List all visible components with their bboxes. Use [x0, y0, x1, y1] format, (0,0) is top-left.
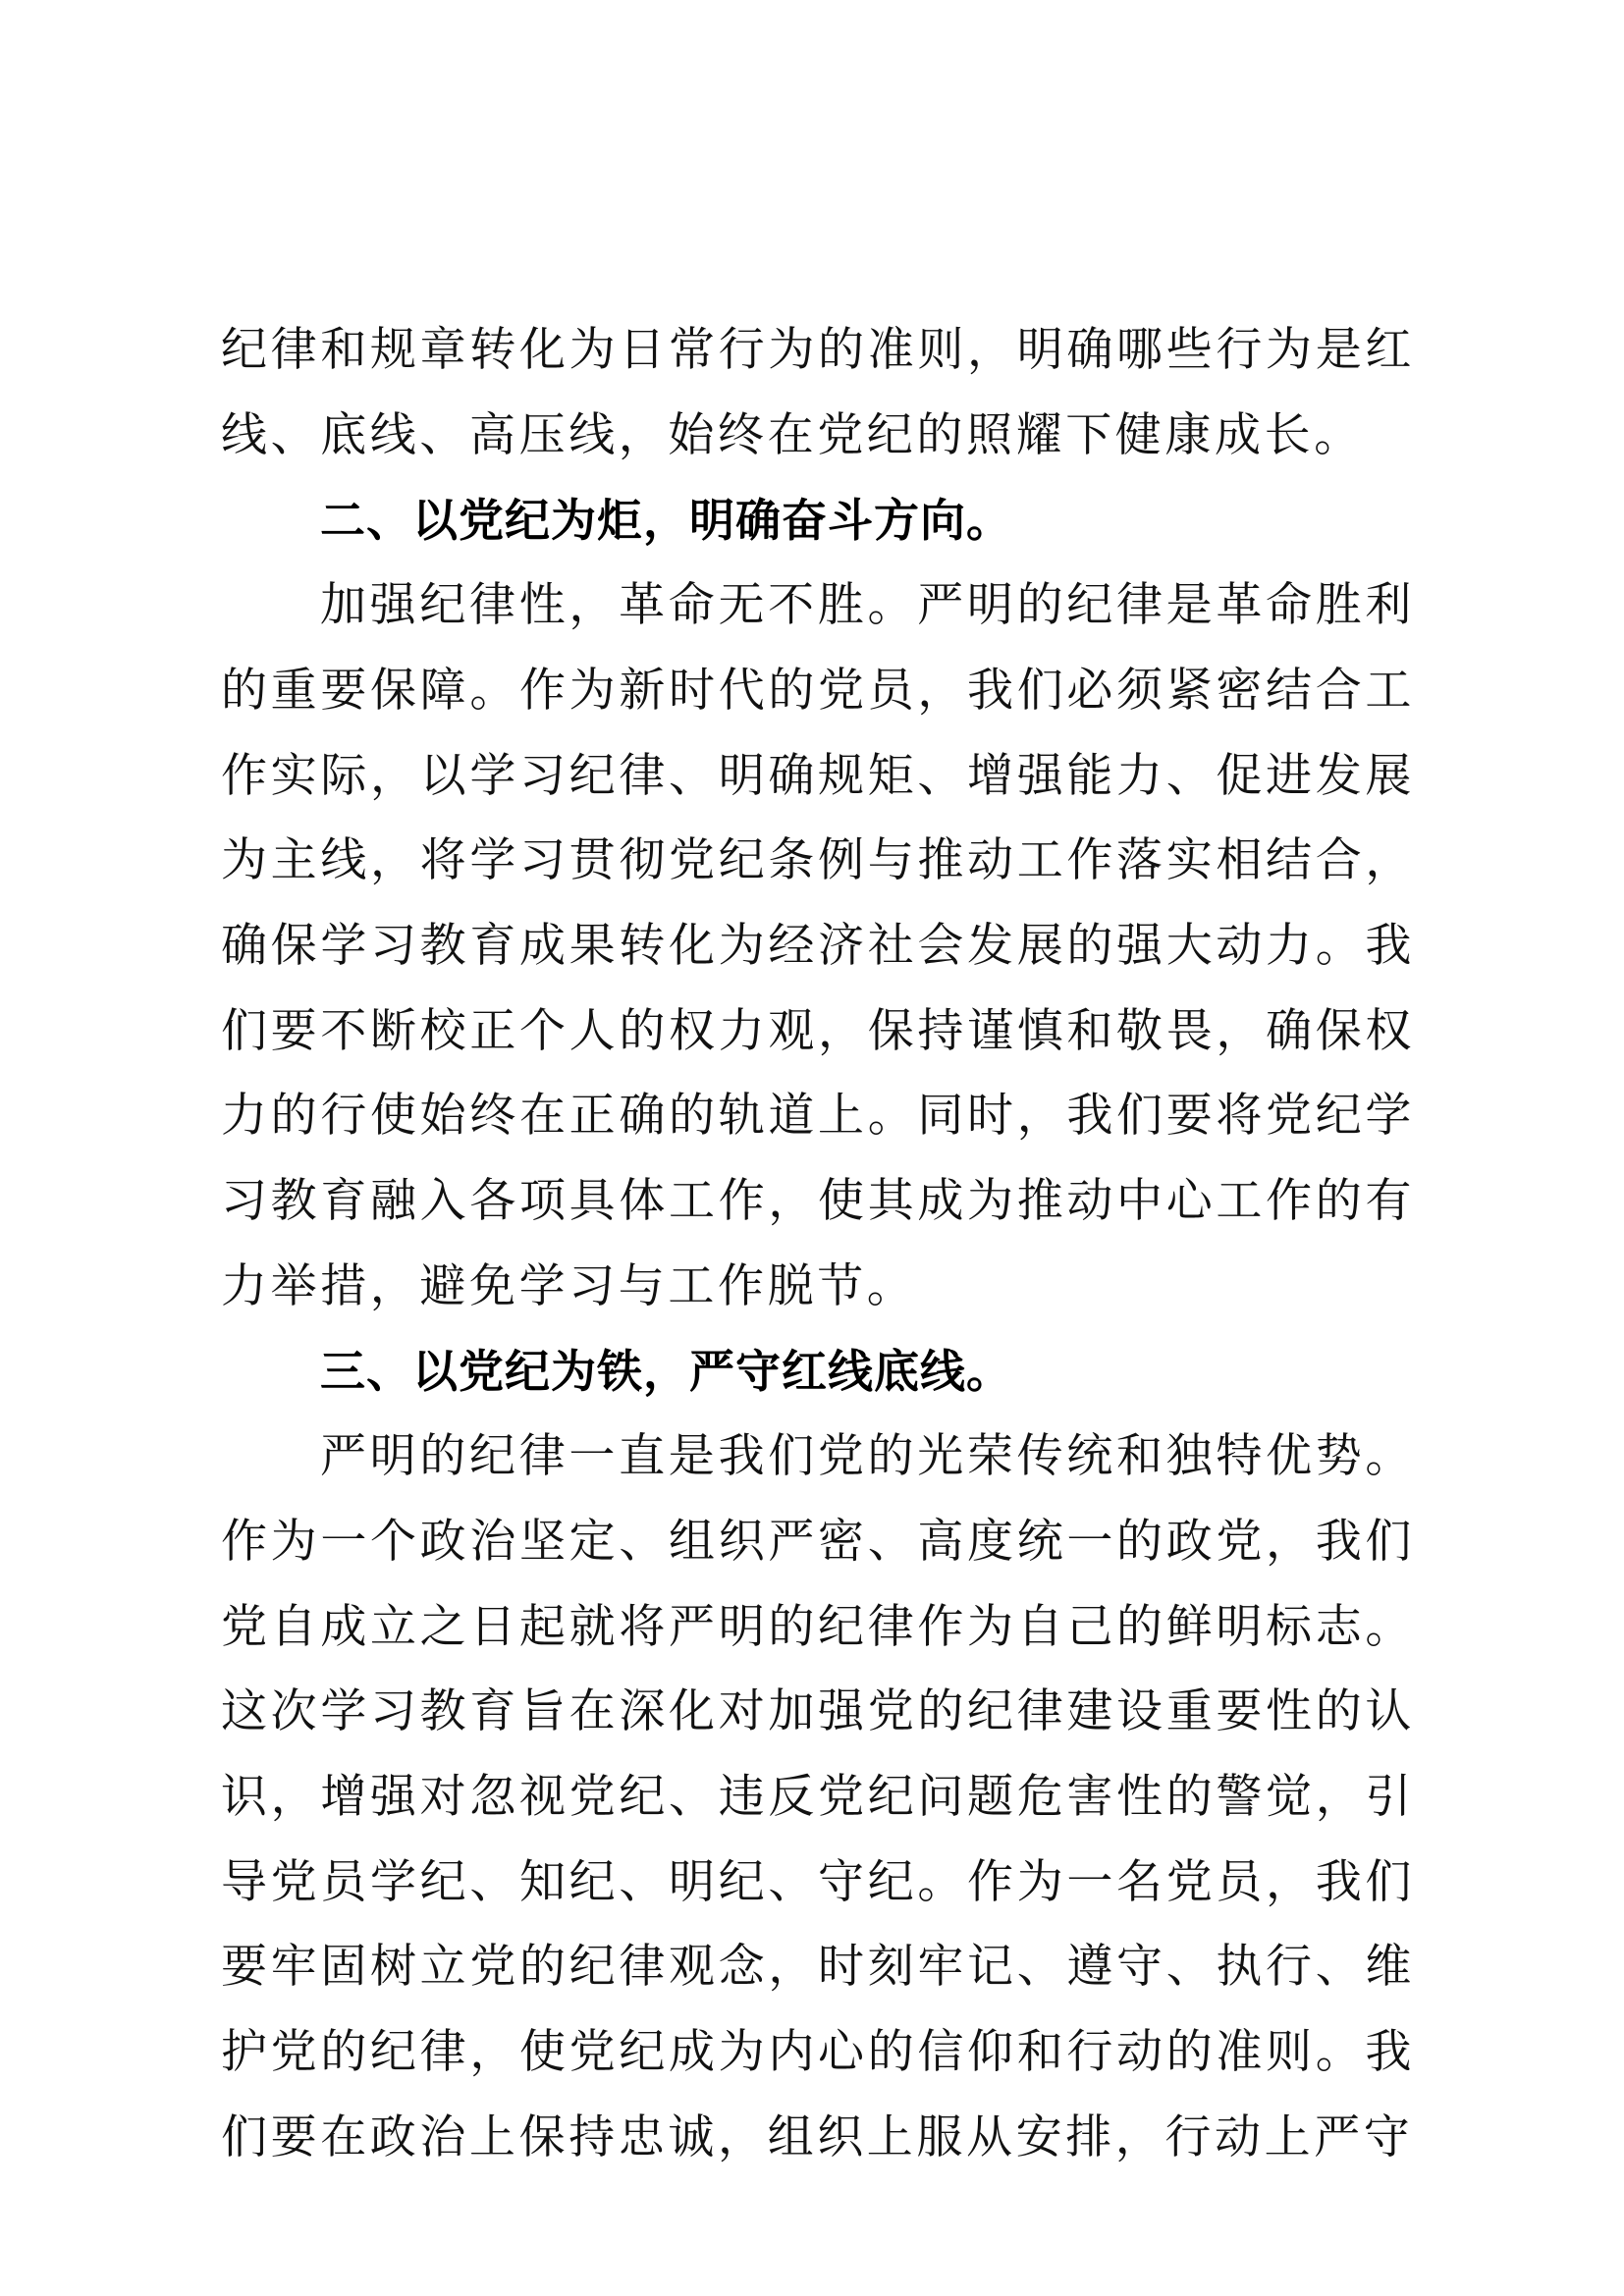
section-heading-2: 二、以党纪为炬，明确奋斗方向。 — [320, 494, 1012, 548]
paragraph-section-3: 严明的纪律一直是我们党的光荣传统和独特优势。作为一个政治坚定、组织严密、高度统一的政党，我们党自成立之日起就将严明的纪律作为自己的鲜明标志。这次学习教育旨在深化对加强党的纪律建设重要性的认识，增强对忽视党纪、违反党纪问题危害性的警觉，引导党员学纪、知纪、明纪、守纪。作为一名党员，我们要牢固树立党的纪律观念，时刻牢记、遵守、执行、维护党的纪律，使党纪成为内心的信仰和行动的准则。我们要在政治上保持忠诚，组织上服从安排，行动上严守 — [221, 1429, 1415, 2164]
document-body — [221, 308, 1415, 2180]
paragraph-continuation: 纪律和规章转化为日常行为的准则，明确哪些行为是红线、底线、高压线，始终在党纪的照耀下健康成长。 — [221, 323, 1415, 462]
paragraph-section-2: 加强纪律性，革命无不胜。严明的纪律是革命胜利的重要保障。作为新时代的党员，我们必须紧密结合工作实际，以学习纪律、明确规矩、增强能力、促进发展为主线，将学习贯彻党纪条例与推动工作落实相结合，确保学习教育成果转化为经济社会发展的强大动力。我们要不断校正个人的权力观，保持谨慎和敬畏，确保权力的行使始终在正确的轨道上。同时，我们要将党纪学习教育融入各项具体工作，使其成为推动中心工作的有力举措，避免学习与工作脱节。 — [221, 578, 1415, 1313]
section-heading-3: 三、以党纪为铁，严守红线底线。 — [320, 1345, 1012, 1399]
